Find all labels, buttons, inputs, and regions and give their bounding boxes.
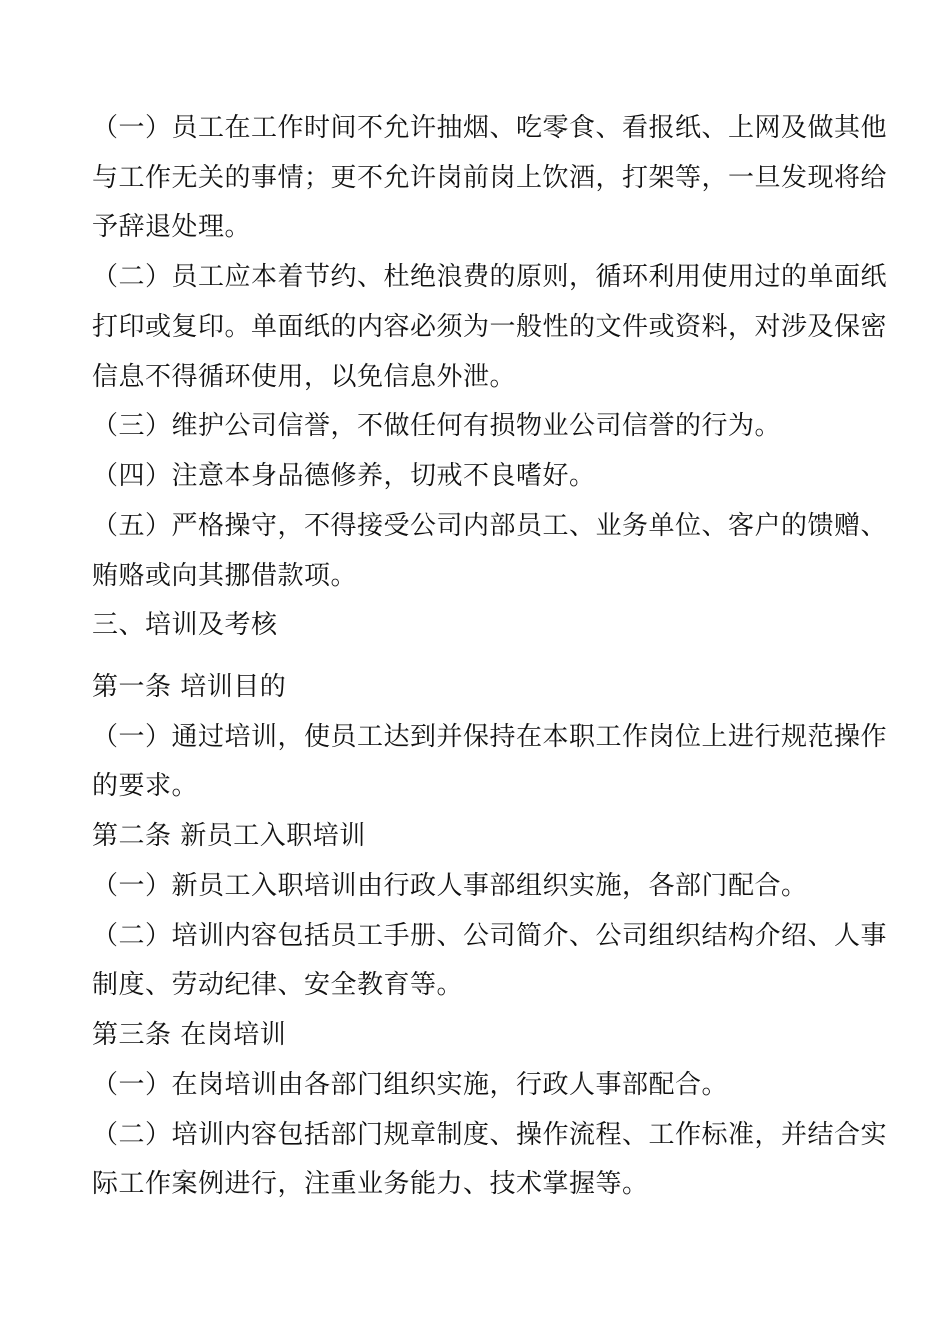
text-line: 予辞退处理。 — [92, 212, 252, 242]
article-heading: 第二条 新员工入职培训 — [92, 821, 366, 851]
text-line: （一）新员工入职培训由行政人事部组织实施，各部门配合。 — [92, 871, 808, 901]
section-heading: 三、培训及考核 — [92, 610, 278, 640]
text-line: 际工作案例进行，注重业务能力、技术掌握等。 — [92, 1169, 649, 1199]
text-line: 与工作无关的事情；更不允许岗前岗上饮酒，打架等，一旦发现将给 — [92, 163, 888, 193]
text-line: （三）维护公司信誉，不做任何有损物业公司信誉的行为。 — [92, 411, 782, 441]
text-line: （一）员工在工作时间不允许抽烟、吃零食、看报纸、上网及做其他 — [92, 113, 888, 143]
text-line: （五）严格操守，不得接受公司内部员工、业务单位、客户的馈赠、 — [92, 511, 888, 541]
text-line: （二）培训内容包括员工手册、公司简介、公司组织结构介绍、人事 — [92, 921, 888, 951]
article-heading: 第三条 在岗培训 — [92, 1020, 287, 1050]
text-line: （一）通过培训，使员工达到并保持在本职工作岗位上进行规范操作 — [92, 722, 888, 752]
text-line: （二）员工应本着节约、杜绝浪费的原则，循环利用使用过的单面纸 — [92, 262, 888, 292]
text-line: （二）培训内容包括部门规章制度、操作流程、工作标准，并结合实 — [92, 1120, 888, 1150]
text-line: 制度、劳动纪律、安全教育等。 — [92, 970, 464, 1000]
text-line: 贿赂或向其挪借款项。 — [92, 561, 358, 591]
text-line: 的要求。 — [92, 771, 199, 801]
text-line: 信息不得循环使用，以免信息外泄。 — [92, 362, 517, 392]
text-line: 打印或复印。单面纸的内容必须为一般性的文件或资料，对涉及保密 — [92, 312, 888, 342]
text-line: （一）在岗培训由各部门组织实施，行政人事部配合。 — [92, 1070, 729, 1100]
text-line: （四）注意本身品德修养，切戒不良嗜好。 — [92, 461, 596, 491]
article-heading: 第一条 培训目的 — [92, 672, 287, 702]
